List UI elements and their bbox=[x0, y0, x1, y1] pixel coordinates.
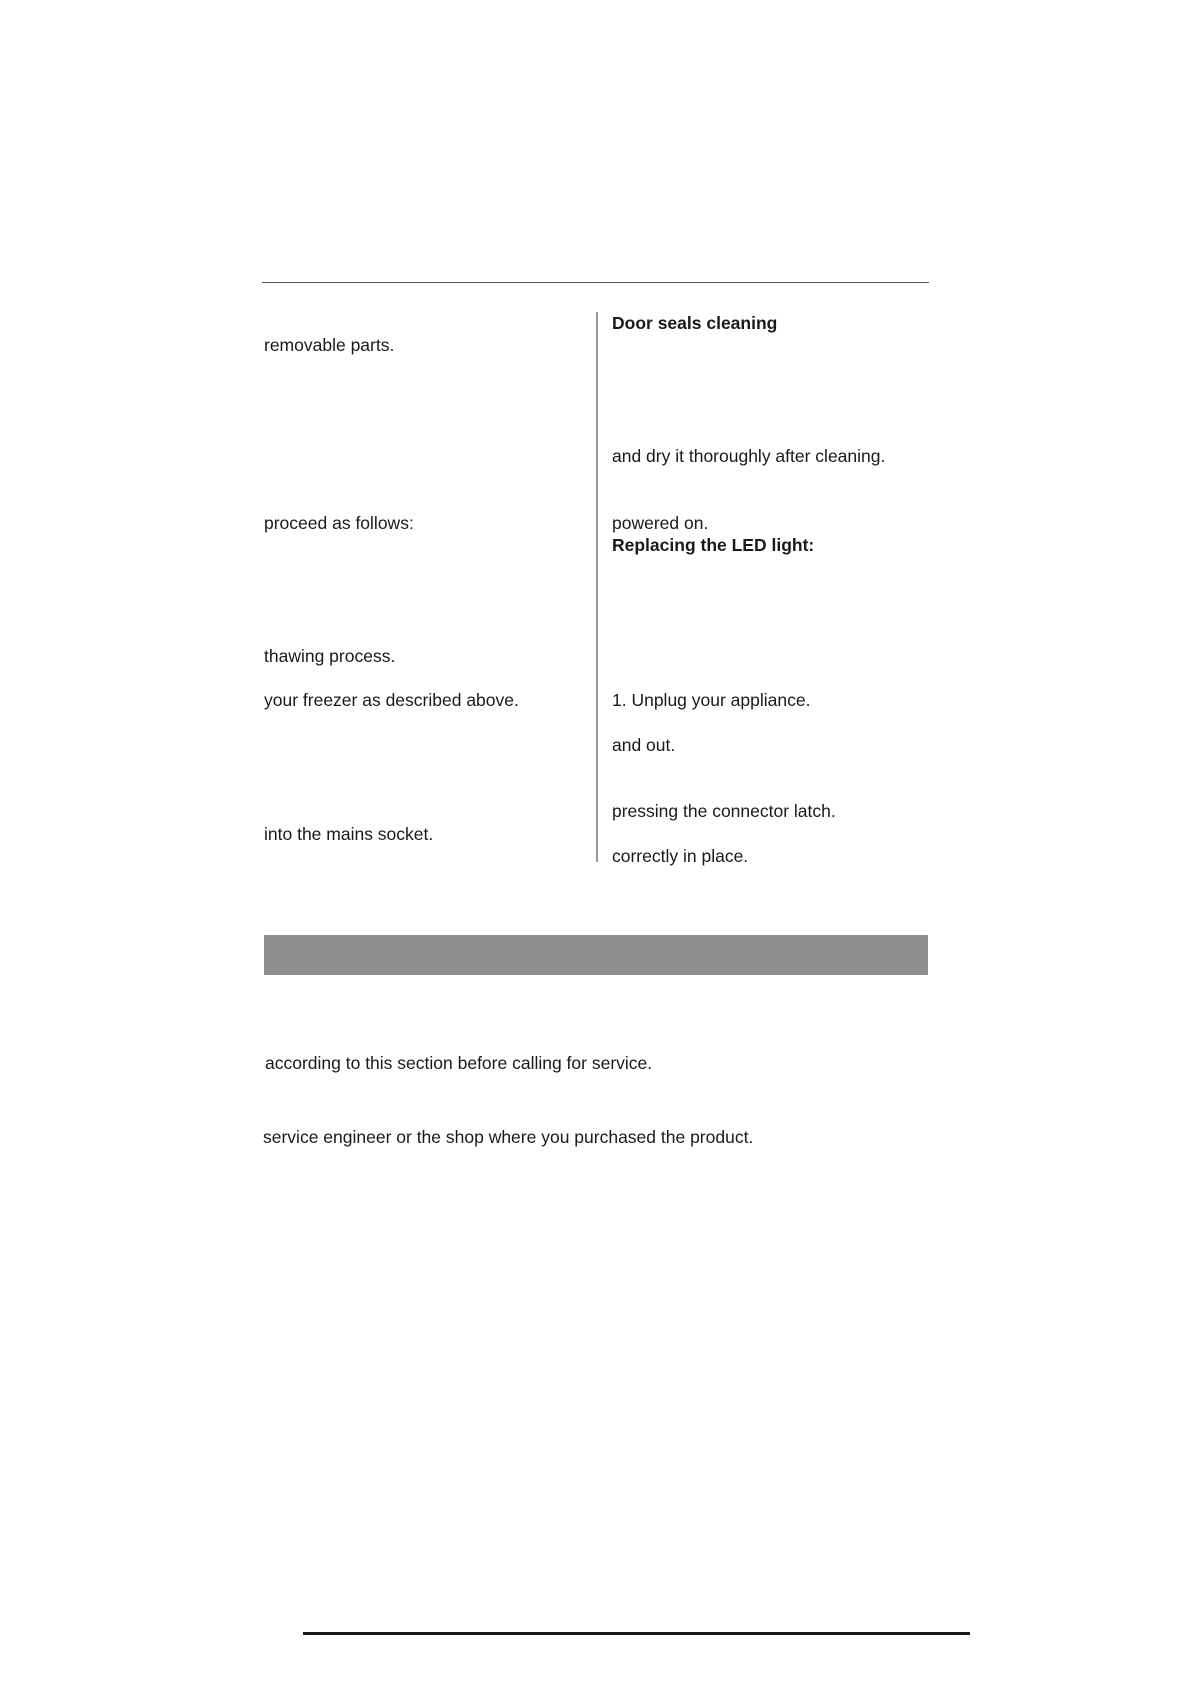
right-text-powered-on: powered on. bbox=[612, 513, 709, 533]
section-header-bar bbox=[264, 935, 928, 975]
door-seals-heading: Door seals cleaning bbox=[612, 313, 778, 333]
right-text-unplug: 1. Unplug your appliance. bbox=[612, 690, 811, 710]
top-rule bbox=[262, 282, 929, 283]
troubleshooting-text-2: service engineer or the shop where you purchased the product. bbox=[263, 1127, 754, 1147]
troubleshooting-text-1: according to this section before calling for service. bbox=[265, 1053, 653, 1073]
left-text-mains-socket: into the mains socket. bbox=[264, 824, 434, 844]
right-text-and-out: and out. bbox=[612, 735, 676, 755]
right-text-connector-latch: pressing the connector latch. bbox=[612, 801, 836, 821]
left-text-freezer: your freezer as described above. bbox=[264, 690, 519, 710]
left-text-thawing: thawing process. bbox=[264, 646, 396, 666]
right-text-in-place: correctly in place. bbox=[612, 846, 749, 866]
led-heading: Replacing the LED light: bbox=[612, 535, 815, 555]
right-text-dry: and dry it thoroughly after cleaning. bbox=[612, 446, 886, 466]
bottom-rule bbox=[303, 1632, 970, 1635]
left-text-removable-parts: removable parts. bbox=[264, 335, 395, 355]
left-text-proceed: proceed as follows: bbox=[264, 513, 414, 533]
column-divider bbox=[596, 312, 598, 862]
